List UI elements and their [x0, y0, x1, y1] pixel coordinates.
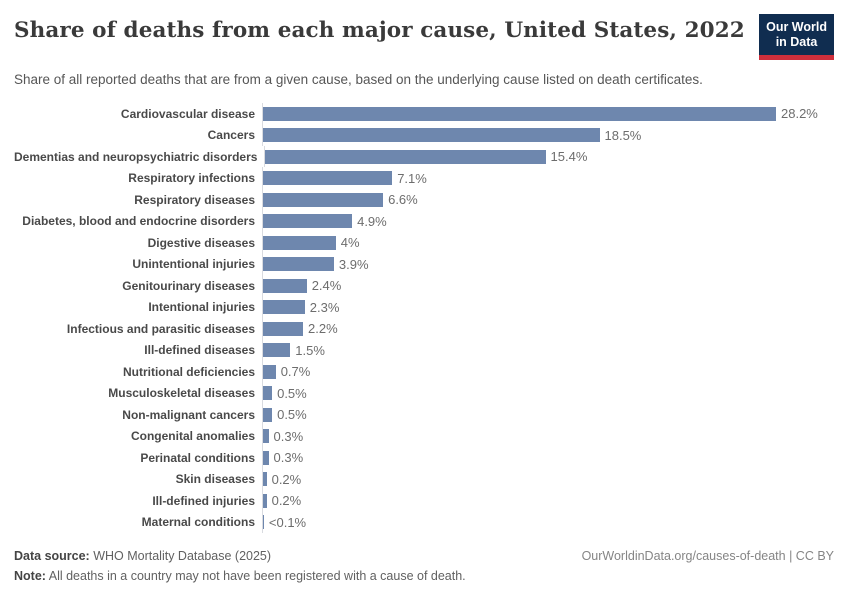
- category-label: Respiratory diseases: [134, 192, 255, 207]
- category-label: Ill-defined injuries: [152, 493, 255, 508]
- note-label: Note:: [14, 569, 46, 584]
- chart-row: [14, 361, 834, 383]
- bar[interactable]: [263, 515, 264, 529]
- bar-track: [262, 361, 834, 383]
- bar-track: [262, 189, 834, 211]
- page-title: Share of deaths from each major cause, United States, 2022: [14, 18, 745, 43]
- chart-row: [14, 167, 834, 189]
- chart-row: [14, 275, 834, 297]
- bar-track: [262, 425, 834, 447]
- bar[interactable]: [263, 429, 269, 443]
- bar-track: [262, 511, 834, 533]
- bar[interactable]: [263, 494, 267, 508]
- category-label: Infectious and parasitic diseases: [66, 321, 255, 336]
- data-source-line: [14, 546, 466, 567]
- owid-citation-link[interactable]: OurWorldinData.org/causes-of-death | CC BY: [581, 548, 834, 563]
- bar[interactable]: [265, 150, 545, 164]
- data-source-text: WHO Mortality Database (2025): [89, 548, 272, 563]
- note-line: [14, 566, 466, 587]
- owid-logo[interactable]: [759, 14, 834, 60]
- value-label: 6.6%: [388, 192, 418, 207]
- category-label: Non-malignant cancers: [122, 407, 255, 422]
- bar-track: [262, 468, 834, 490]
- chart-subtitle: Share of all reported deaths that are from a given cause, based on the underlying cause listed on death certificates.: [14, 71, 703, 87]
- category-label: Digestive diseases: [147, 235, 255, 250]
- value-label: 0.7%: [280, 364, 311, 379]
- chart-row: [14, 103, 834, 125]
- data-source-label: Data source:: [14, 548, 90, 563]
- value-label: 4.9%: [357, 213, 387, 229]
- value-label: 2.4%: [311, 278, 342, 293]
- bar[interactable]: [263, 193, 383, 207]
- value-label: <0.1%: [268, 514, 307, 530]
- value-label: 0.2%: [271, 471, 302, 487]
- bar[interactable]: [263, 386, 272, 400]
- value-label: 15.4%: [550, 149, 588, 164]
- category-label: Skin diseases: [175, 472, 255, 486]
- bar-track: [262, 167, 834, 189]
- bar-track: [262, 296, 834, 318]
- bar[interactable]: [263, 451, 269, 465]
- bar[interactable]: [263, 343, 290, 357]
- note-text: All deaths in a country may not have been registered with a cause of death.: [45, 569, 466, 584]
- category-label: Diabetes, blood and endocrine disorders: [22, 214, 255, 228]
- value-label: 2.2%: [308, 321, 338, 336]
- value-label: 4%: [340, 235, 360, 250]
- chart-row: [14, 124, 834, 146]
- bar[interactable]: [263, 214, 352, 228]
- bar-track: [262, 339, 834, 361]
- bar-track: [262, 124, 834, 146]
- value-label: 0.3%: [273, 450, 304, 465]
- category-label: Respiratory infections: [128, 171, 255, 185]
- bar[interactable]: [263, 257, 334, 271]
- chart-row: [14, 490, 834, 512]
- value-label: 0.5%: [277, 385, 307, 401]
- chart-row: [14, 253, 834, 275]
- category-label: Cardiovascular disease: [120, 106, 255, 121]
- value-label: 2.3%: [309, 299, 340, 315]
- value-label: 0.2%: [271, 493, 302, 508]
- category-label: Unintentional injuries: [132, 257, 255, 271]
- chart-row: [14, 189, 834, 211]
- chart-footer: [14, 546, 834, 587]
- chart-row: [14, 425, 834, 447]
- chart-row: [14, 404, 834, 426]
- bar-track: [262, 447, 834, 469]
- bar-track: [262, 382, 834, 404]
- bar-track: [262, 253, 834, 275]
- bar-track: [262, 275, 834, 297]
- category-label: Ill-defined diseases: [144, 343, 255, 357]
- chart-row: [14, 382, 834, 404]
- value-label: 0.3%: [273, 428, 304, 444]
- category-label: Intentional injuries: [148, 300, 255, 314]
- bar-track: [262, 490, 834, 512]
- bar-track: [262, 318, 834, 340]
- category-label: Maternal conditions: [141, 515, 255, 529]
- bar[interactable]: [263, 236, 336, 250]
- footer-left: [14, 546, 466, 587]
- chart-row: [14, 318, 834, 340]
- chart-row: [14, 339, 834, 361]
- value-label: 0.5%: [277, 407, 307, 422]
- category-label: Musculoskeletal diseases: [108, 386, 255, 400]
- chart-row: [14, 296, 834, 318]
- chart-header: [14, 14, 834, 60]
- chart-row: [14, 210, 834, 232]
- bar[interactable]: [263, 365, 276, 379]
- bar-track: [262, 404, 834, 426]
- value-label: 28.2%: [781, 106, 818, 121]
- bar[interactable]: [263, 128, 600, 142]
- category-label: Congenital anomalies: [130, 429, 255, 443]
- owid-logo-line1: Our World: [766, 20, 827, 34]
- value-label: 7.1%: [397, 170, 427, 186]
- bar[interactable]: [263, 300, 305, 314]
- chart-row: [14, 146, 834, 168]
- bar[interactable]: [263, 408, 272, 422]
- chart-row: [14, 511, 834, 533]
- bar[interactable]: [263, 279, 307, 293]
- bar-track: [262, 210, 834, 232]
- bar[interactable]: [263, 171, 392, 185]
- chart-row: [14, 468, 834, 490]
- bar-track: [262, 103, 834, 125]
- category-label: Cancers: [207, 128, 255, 142]
- category-label: Nutritional deficiencies: [122, 364, 255, 379]
- category-label: Genitourinary diseases: [122, 278, 255, 293]
- bar[interactable]: [263, 322, 303, 336]
- chart-row: [14, 447, 834, 469]
- bar-track: [262, 232, 834, 254]
- bar[interactable]: [263, 472, 267, 486]
- chart-row: [14, 232, 834, 254]
- bar-track: [264, 146, 834, 168]
- bar[interactable]: [263, 107, 776, 121]
- value-label: 1.5%: [295, 342, 325, 358]
- category-label: Dementias and neuropsychiatric disorders: [14, 149, 258, 164]
- owid-logo-line2: in Data: [775, 34, 818, 49]
- value-label: 18.5%: [604, 127, 642, 143]
- category-label: Perinatal conditions: [140, 450, 255, 465]
- value-label: 3.9%: [338, 256, 369, 272]
- bar-chart: [14, 103, 834, 533]
